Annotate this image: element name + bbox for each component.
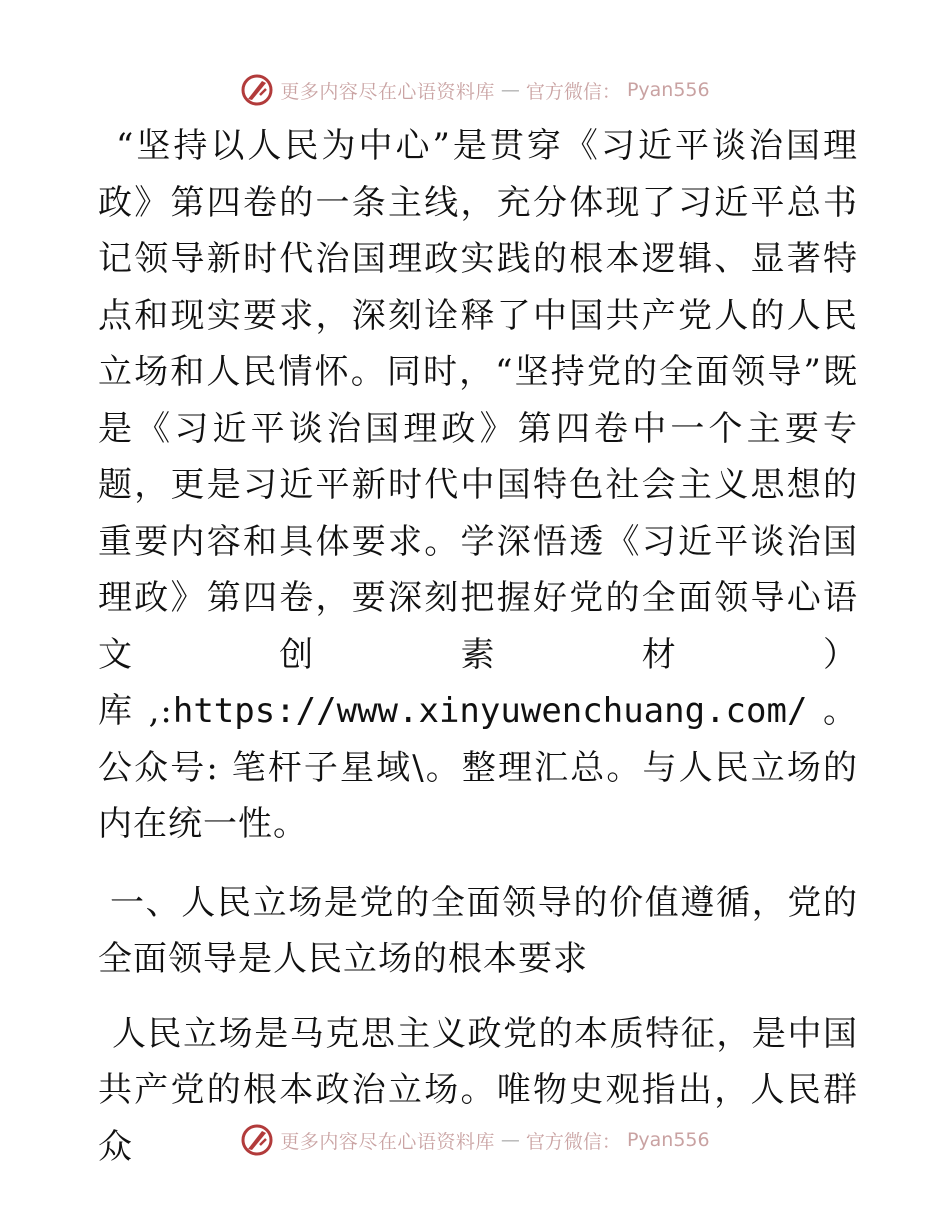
quill-pen-logo-icon [240, 73, 274, 107]
watermark-wechat-id: Pyan556 [626, 1129, 710, 1151]
header-watermark [0, 70, 950, 110]
quill-pen-logo-icon [240, 1123, 274, 1157]
footer-watermark [0, 1120, 950, 1160]
intro-url: https://www.xinyuwenchuang.com/ [172, 691, 808, 731]
watermark-site-text: 更多内容尽在心语资料库 [280, 1130, 495, 1153]
paragraph-intro [98, 118, 858, 853]
watermark-separator: — [500, 79, 520, 101]
paragraph-body: 人民立场是马克思主义政党的本质特征，是中国共产党的根本政治立场。唯物史观指出，人民群众 [98, 1013, 858, 1167]
watermark-wechat-label: 官方微信： [525, 80, 621, 103]
document-body [98, 118, 858, 1175]
intro-text: “坚持以人民为中心”是贯穿《习近平谈治国理政》第四卷的一条主线，充分体现了习近平总书记领导新时代治国理政实践的根本逻辑、显著特点和现实要求，深刻诠释了中国共产党人的人民立场和人民情怀。同时，“坚持党的全面领导”既是《习近平谈治国理政》第四卷中一个主要专题，更是习近平新时代中国特色社会主义思想的重要内容和具体要求。学深悟透《习近平谈治国理政》第四卷，要深刻把握好党的全面领导心语文创素材）库,: [98, 126, 858, 731]
section-heading: 一、人民立场是党的全面领导的价值遵循，党的全面领导是人民立场的根本要求 [98, 882, 858, 979]
intro-text-end: 。公众号: 笔杆子星域\。整理汇总。与人民立场的内在统一性。 [98, 691, 859, 844]
watermark-site-text: 更多内容尽在心语资料库 [280, 80, 495, 103]
watermark-wechat-id: Pyan556 [626, 79, 710, 101]
watermark-separator: — [500, 1129, 520, 1151]
watermark-wechat-label: 官方微信： [525, 1130, 621, 1153]
